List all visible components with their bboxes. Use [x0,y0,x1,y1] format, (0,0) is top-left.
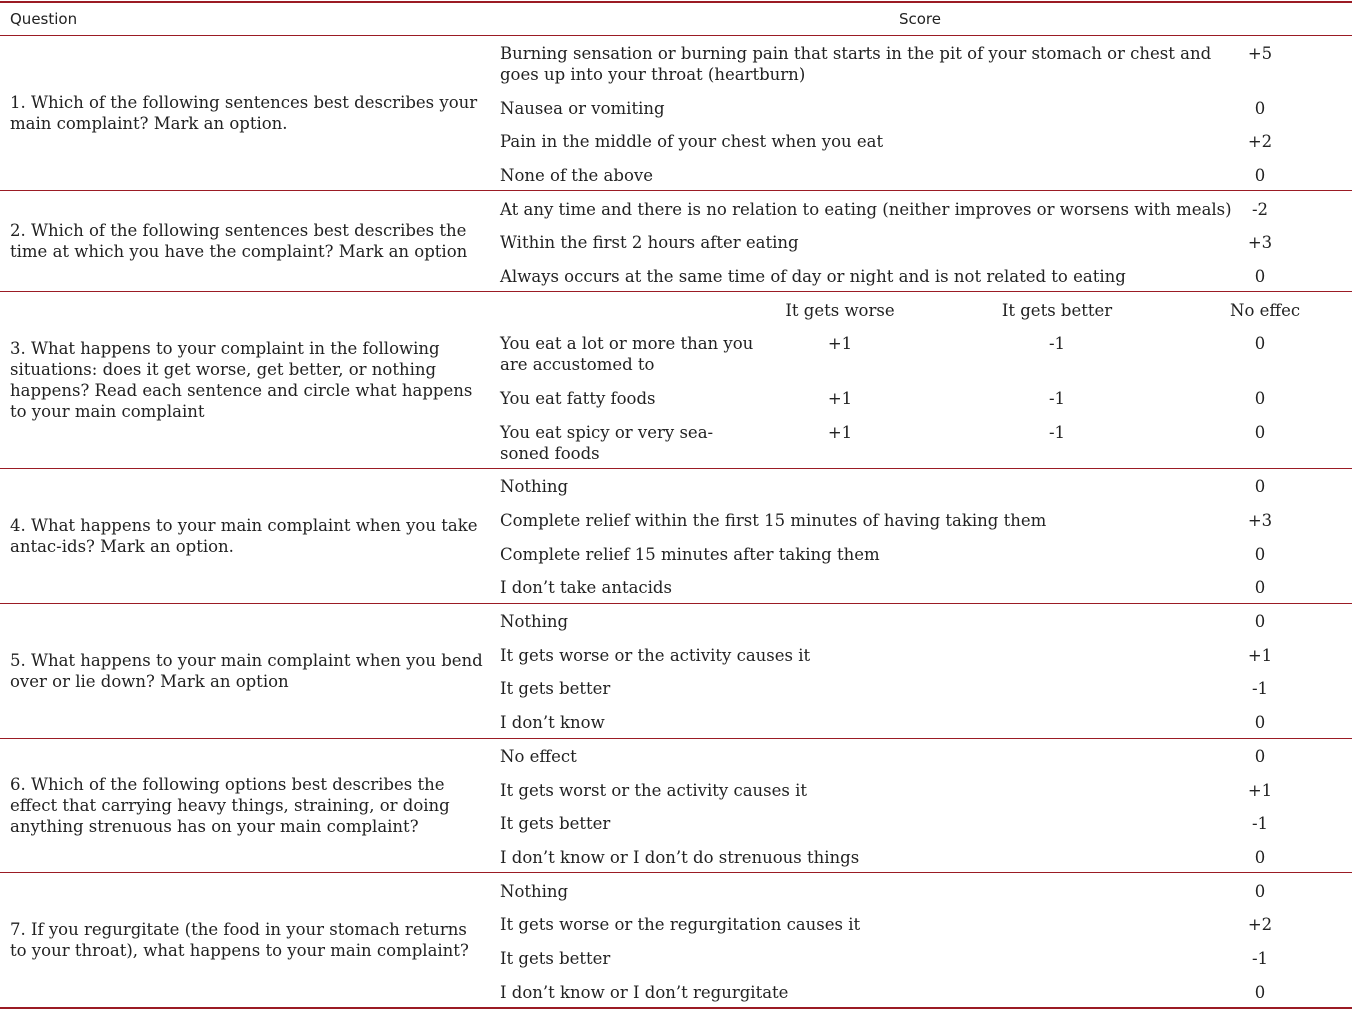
q6-option-1-score: 0 [1254,747,1266,766]
question-4-cell [10,469,485,603]
q6-option-2: It gets worst or the activity causes it [500,781,808,800]
q2-option-2: Within the first 2 hours after eating [500,233,799,252]
q7-option-4-score: 0 [1254,983,1266,1002]
q3-row-1-worse: +1 [827,334,853,353]
q5-option-3-score: -1 [1251,679,1269,698]
q4-option-4-score: 0 [1254,578,1266,597]
q7-option-1: Nothing [500,882,569,901]
q1-option-1-line-1: Burning sensation or burning pain that starts in the pit of your stomach or chest and [500,44,1212,63]
q7-option-4: I don’t know or I don’t regurgitate [500,983,789,1002]
q7-option-3-score: -1 [1251,949,1269,968]
q7-option-3: It gets better [500,949,611,968]
q3-row-2-better: -1 [1048,389,1066,408]
q5-option-4-score: 0 [1254,713,1266,732]
q5-option-4: I don’t know [500,713,605,732]
table-top-rule [0,1,1352,3]
q1-option-4: None of the above [500,166,653,185]
q4-option-3-score: 0 [1254,545,1266,564]
q5-option-1: Nothing [500,612,569,631]
question-4-text: 4. What happens to your main complaint when you take antac-ids? Mark an option. [10,516,478,556]
question-7-text: 7. If you regurgitate (the food in your stomach returns to your throat), what happens to your main complaint? [10,920,469,960]
question-3-cell [10,292,485,468]
question-1-text: 1. Which of the following sentences best describes your main complaint? Mark an option. [10,93,478,133]
table-bottom-rule [0,1007,1352,1009]
q3-row-1-line-2: are accustomed to [500,355,655,374]
q6-option-4: I don’t know or I don’t do strenuous things [500,848,860,867]
q3-row-1-no-effect: 0 [1254,334,1266,353]
q4-option-3: Complete relief 15 minutes after taking them [500,545,880,564]
q3-row-1-line-1: You eat a lot or more than you [500,334,754,353]
question-5-text: 5. What happens to your main complaint when you bend over or lie down? Mark an option [10,651,483,691]
q5-option-1-score: 0 [1254,612,1266,631]
q5-option-3: It gets better [500,679,611,698]
q6-option-3: It gets better [500,814,611,833]
q2-option-1: At any time and there is no relation to eating (neither improves or worsens with meals) [500,200,1232,219]
question-1-cell [10,36,485,190]
q6-option-1: No effect [500,747,577,766]
q4-option-1-score: 0 [1254,477,1266,496]
q4-option-1: Nothing [500,477,569,496]
q2-option-3-score: 0 [1254,267,1266,286]
q2-option-3: Always occurs at the same time of day or night and is not related to eating [500,267,1126,286]
q3-row-3-no-effect: 0 [1254,423,1266,442]
question-3-text: 3. What happens to your complaint in the following situations: does it get worse, get better, or nothing happens? Read each sentence and circle what happens to your main complaint [10,339,473,421]
q6-option-2-score: +1 [1247,781,1273,800]
q3-row-2-worse: +1 [827,389,853,408]
question-7-cell [10,873,485,1007]
question-2-cell [10,191,485,291]
q1-option-1-line-2: goes up into your throat (heartburn) [500,65,806,84]
q1-option-4-score: 0 [1254,166,1266,185]
q1-option-2-score: 0 [1254,99,1266,118]
q1-option-2: Nausea or vomiting [500,99,665,118]
q3-row-3-worse: +1 [827,423,853,442]
q4-option-2: Complete relief within the first 15 minutes of having taking them [500,511,1047,530]
q7-option-2-score: +2 [1247,915,1273,934]
q3-row-2: You eat fatty foods [500,389,656,408]
q3-column-better: It gets better [1001,301,1113,320]
q7-option-1-score: 0 [1254,882,1266,901]
question-5-cell [10,604,485,738]
question-6-cell [10,739,485,872]
q3-row-3-line-1: You eat spicy or very sea- [500,423,714,442]
question-6-text: 6. Which of the following options best describes the effect that carrying heavy things, straining, or doing anything strenuous has on your main complaint? [10,775,450,836]
q3-row-2-no-effect: 0 [1254,389,1266,408]
q3-row-1-better: -1 [1048,334,1066,353]
q1-option-3: Pain in the middle of your chest when you eat [500,132,884,151]
q7-option-2: It gets worse or the regurgitation causes it [500,915,861,934]
question-2-text: 2. Which of the following sentences best describes the time at which you have the complaint? Mark an option [10,221,468,261]
q2-option-1-score: -2 [1251,200,1269,219]
q6-option-4-score: 0 [1254,848,1266,867]
q3-column-no-effect: No effec [1230,301,1301,320]
q5-option-2-score: +1 [1247,646,1273,665]
column-header-score: Score [898,10,941,28]
q4-option-2-score: +3 [1247,511,1273,530]
q1-option-3-score: +2 [1247,132,1273,151]
q4-option-4: I don’t take antacids [500,578,672,597]
column-header-question: Question [10,10,78,28]
q3-column-worse: It gets worse [785,301,895,320]
q1-option-1-score: +5 [1247,44,1273,63]
q2-option-2-score: +3 [1247,233,1273,252]
q5-option-2: It gets worse or the activity causes it [500,646,811,665]
q3-row-3-line-2: soned foods [500,444,600,463]
q3-row-3-better: -1 [1048,423,1066,442]
q6-option-3-score: -1 [1251,814,1269,833]
